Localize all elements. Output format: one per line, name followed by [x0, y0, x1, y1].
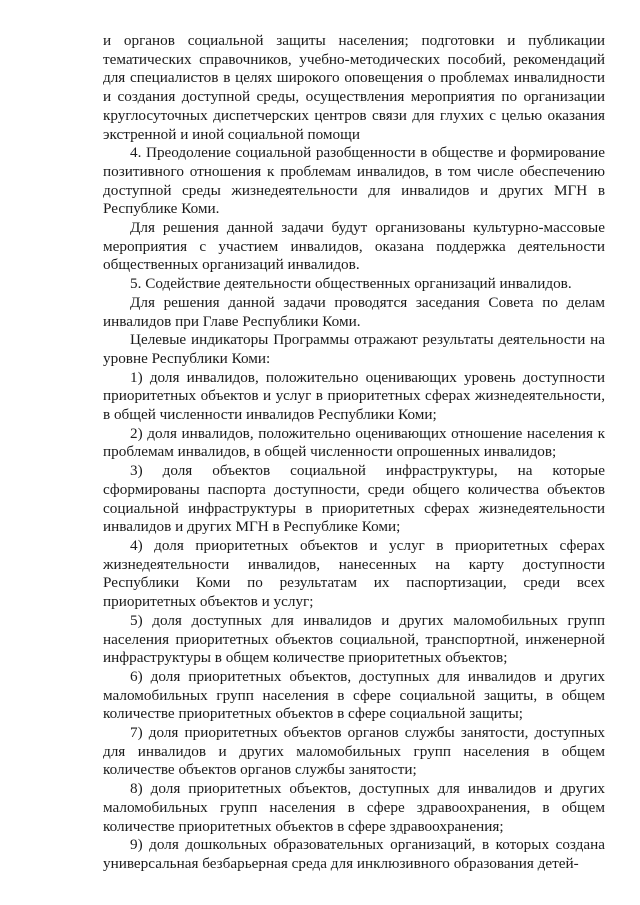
document-paragraph: 7) доля приоритетных объектов органов службы занятости, доступных для инвалидов и других маломобильных групп населения в общем количестве объектов органов службы занятости; [103, 724, 605, 779]
document-paragraph: 6) доля приоритетных объектов, доступных для инвалидов и других маломобильных групп населения в сфере социальной защиты, в общем количестве приоритетных объектов в сфере социальной защиты; [103, 667, 605, 723]
document-paragraph: 5. Содействие деятельности общественных организаций инвалидов. [130, 275, 572, 293]
document-paragraph: Для решения данной задачи проводятся заседания Совета по делам инвалидов при Главе Республики Коми. [103, 293, 605, 330]
document-paragraph: Целевые индикаторы Программы отражают результаты деятельности на уровне Республики Коми: [103, 331, 605, 367]
document-paragraph: 5) доля доступных для инвалидов и других маломобильных групп населения приоритетных объектов социальной, транспортной, инженерной инфраструктуры в общем количестве приоритетных объектов; [103, 611, 605, 667]
document-paragraph: 9) доля дошкольных образовательных организаций, в которых создана универсальная безбарьерная среда для инклюзивного образования детей- [103, 836, 605, 872]
document-paragraph: 4) доля приоритетных объектов и услуг в приоритетных сферах жизнедеятельности инвалидов, нанесенных на карту доступности Республики Коми по результатам их паспортизации, среди всех приоритетных объектов и услуг; [103, 536, 605, 611]
document-paragraph: 8) доля приоритетных объектов, доступных для инвалидов и других маломобильных групп населения в сфере здравоохранения, в общем количестве приоритетных объектов в сфере здравоохранения; [103, 780, 605, 835]
document-paragraph: 4. Преодоление социальной разобщенности в обществе и формирование позитивного отношения к проблемам инвалидов, в том числе обеспечению доступной среды жизнедеятельности для инвалидов и других МГН в Республике Коми. [103, 144, 605, 218]
document-paragraph: 3) доля объектов социальной инфраструктуры, на которые сформированы паспорта доступности, среди общего количества объектов социальной инфраструктуры в приоритетных сферах жизнедеятельности инвалидов и других МГН в Республике Коми; [103, 462, 605, 536]
document-paragraph: 1) доля инвалидов, положительно оценивающих уровень доступности приоритетных объектов и услуг в приоритетных сферах жизнедеятельности, в общей численности инвалидов Республики Коми; [103, 368, 605, 424]
document-paragraph: 2) доля инвалидов, положительно оценивающих отношение населения к проблемам инвалидов, в общей численности опрошенных инвалидов; [103, 424, 605, 461]
document-paragraph: и органов социальной защиты населения; подготовки и публикации тематических справочников, учебно-методических пособий, рекомендаций для специалистов в целях широкого оповещения о проблемах инвалидности и создания доступной среды, осуществления мероприятия по организации круглосуточных диспетчерских центров связи для глухих с целью оказания экстренной и иной социальной помощи [103, 32, 605, 143]
document-body [103, 32, 605, 874]
document-paragraph: Для решения данной задачи будут организованы культурно-массовые мероприятия с участием инвалидов, оказана поддержка деятельности общественных организаций инвалидов. [103, 219, 605, 274]
